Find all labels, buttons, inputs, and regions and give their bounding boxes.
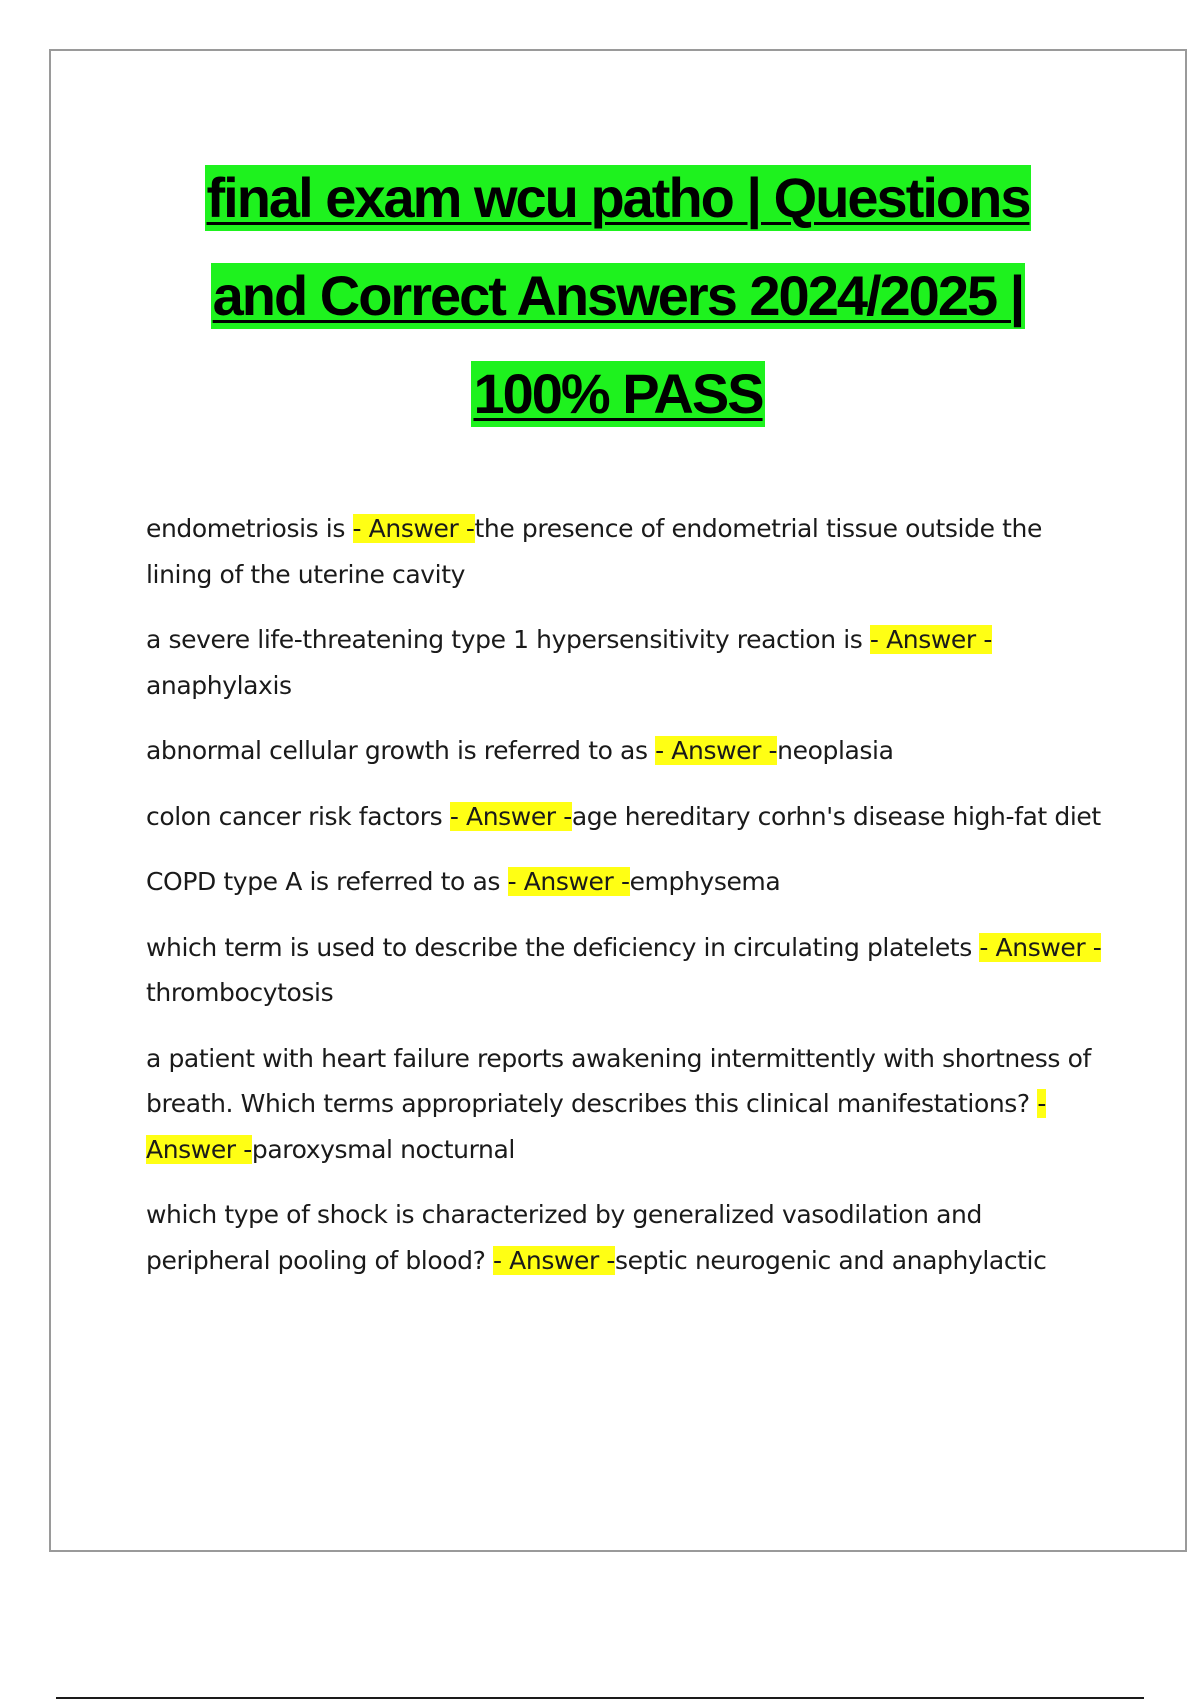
footer-rule — [56, 1697, 1144, 1699]
answer-text: neoplasia — [777, 736, 894, 765]
answer-marker: - Answer - — [869, 625, 992, 654]
document-title — [51, 149, 1185, 443]
answer-marker: - Answer - — [493, 1245, 616, 1275]
question-text: which term is used to describe the deficiency in circulating platelets — [146, 932, 980, 962]
answer-text: septic neurogenic and anaphylactic — [615, 1245, 1047, 1275]
answer-marker: - Answer - — [979, 932, 1102, 962]
question-text: COPD type A is referred to as — [146, 867, 508, 896]
answer-marker: - Answer - — [146, 1089, 1046, 1164]
answer-text: thrombocytosis — [146, 978, 334, 1007]
question-text: which type of shock is characterized by generalized vasodilation and peripheral pooling of blood? — [146, 1200, 982, 1275]
answer-text: paroxysmal nocturnal — [251, 1134, 515, 1164]
answer-text: emphysema — [629, 867, 781, 896]
title-line — [51, 247, 1185, 345]
qa-item — [146, 1036, 1106, 1173]
document-page — [49, 49, 1187, 1552]
answer-text: age hereditary corhn's disease high-fat diet — [571, 801, 1101, 831]
question-text: a severe life-threatening type 1 hypersensitivity reaction is — [146, 625, 870, 654]
question-text: abnormal cellular growth is referred to as — [146, 736, 656, 765]
title-line — [51, 149, 1185, 247]
answer-marker: - Answer - — [352, 514, 475, 543]
answer-marker: - Answer - — [655, 736, 778, 765]
title-line-text: 100% PASS — [473, 362, 763, 425]
qa-item — [146, 728, 1106, 774]
question-text: endometriosis is — [146, 514, 353, 543]
title-line-text: final exam wcu patho | Questions — [206, 166, 1030, 229]
title-line — [51, 345, 1185, 443]
qa-item — [146, 859, 1106, 905]
answer-text: the presence of endometrial tissue outside the lining of the uterine cavity — [146, 514, 1042, 589]
qa-item — [146, 617, 1106, 708]
answer-marker: - Answer - — [507, 867, 630, 896]
question-text: a patient with heart failure reports awakening intermittently with shortness of breath. Which terms appropriately describes this clinical manifestations? — [146, 1043, 1091, 1118]
answer-marker: - Answer - — [449, 801, 572, 831]
qa-list — [146, 506, 1106, 1303]
question-text: colon cancer risk factors — [146, 801, 450, 831]
title-line-text: and Correct Answers 2024/2025 | — [212, 264, 1024, 327]
qa-item — [146, 794, 1106, 840]
qa-item — [146, 506, 1106, 597]
qa-item — [146, 925, 1106, 1016]
answer-text: anaphylaxis — [146, 670, 292, 700]
qa-item — [146, 1192, 1106, 1283]
